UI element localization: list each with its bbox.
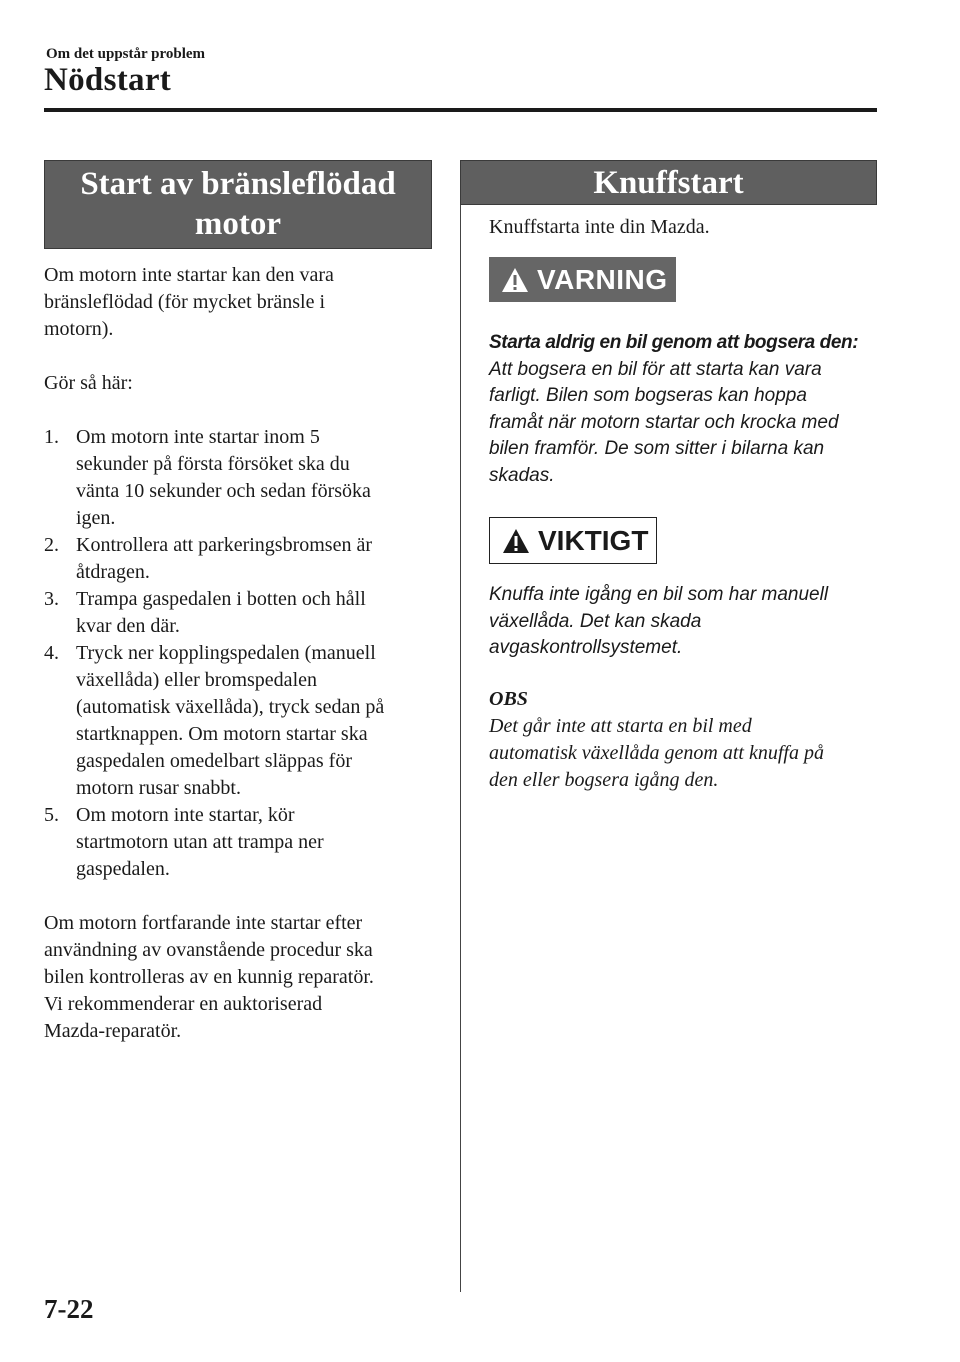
- text-line: vänta 10 sekunder och sedan försöka: [76, 480, 371, 502]
- column-divider: [460, 160, 461, 1292]
- text-line: igen.: [76, 507, 116, 529]
- outro-paragraph: [44, 910, 432, 1045]
- text-line: Om motorn fortfarande inte startar efter: [44, 912, 363, 934]
- page-number: 7-22: [44, 1294, 94, 1324]
- text-line: startknappen. Om motorn startar ska: [76, 723, 368, 745]
- note-text: [489, 713, 877, 794]
- text-line: startmotorn utan att trampa ner: [76, 831, 324, 853]
- procedure-steps: [44, 424, 432, 883]
- warning-text: [489, 357, 877, 490]
- text-line: Knuffa inte igång en bil som har manuell: [489, 584, 829, 605]
- step-item: [44, 532, 432, 586]
- text-line: bilen kontrolleras av en kunnig reparatör.: [44, 966, 374, 988]
- warning-triangle-icon: [501, 267, 529, 293]
- intro-paragraph: [44, 262, 432, 343]
- right-column: [489, 160, 877, 794]
- important-text: [489, 582, 877, 662]
- heading-line-1: Start av bränsleflödad: [80, 166, 396, 202]
- step-item: [44, 424, 432, 532]
- text-line: skadas.: [489, 464, 555, 486]
- text-line: Att bogsera en bil för att starta kan vara: [489, 358, 822, 380]
- text-line: Om motorn inte startar, kör: [76, 804, 295, 826]
- text-line: bränsleflödad (för mycket bränsle i: [44, 291, 326, 313]
- text-line: gaspedalen.: [76, 858, 170, 880]
- section-label: Om det uppstår problem: [46, 46, 206, 62]
- text-line: gaspedalen omedelbart släppas för: [76, 750, 353, 772]
- text-line: farligt. Bilen som bogseras kan hoppa: [489, 385, 807, 406]
- text-line: växellåda. Det kan skada: [489, 610, 702, 632]
- text-line: åtdragen.: [76, 561, 150, 583]
- warning-lead: Starta aldrig en bil genom att bogsera den:: [489, 332, 859, 353]
- step-item: [44, 802, 432, 883]
- text-line: kvar den där.: [76, 615, 180, 637]
- step-text: [76, 424, 432, 532]
- step-text: [76, 802, 432, 883]
- text-line: den eller bogsera igång den.: [489, 768, 719, 791]
- text-line: Tryck ner kopplingspedalen (manuell: [76, 642, 376, 664]
- important-label: VIKTIGT: [538, 524, 649, 556]
- step-number: 2.: [44, 534, 59, 556]
- text-line: Trampa gaspedalen i botten och håll: [76, 588, 366, 610]
- push-start-intro: Knuffstarta inte din Mazda.: [489, 216, 710, 238]
- text-line: motorn rusar snabbt.: [76, 777, 241, 799]
- step-number: 3.: [44, 588, 59, 610]
- text-line: Om motorn inte startar kan den vara: [44, 264, 334, 286]
- text-line: Vi rekommenderar en auktoriserad: [44, 993, 323, 1015]
- step-item: [44, 640, 432, 802]
- step-number: 5.: [44, 804, 59, 826]
- text-line: Mazda-reparatör.: [44, 1020, 182, 1042]
- heading-line-2: motor: [194, 206, 282, 242]
- step-number: 1.: [44, 426, 59, 448]
- step-number: 4.: [44, 642, 59, 664]
- text-line: användning av ovanstående procedur ska: [44, 939, 373, 961]
- step-text: [76, 586, 432, 640]
- push-start-heading: Knuffstart: [460, 160, 877, 205]
- step-text: [76, 532, 432, 586]
- text-line: (automatisk växellåda), tryck sedan på: [76, 696, 385, 718]
- text-line: bilen framför. De som sitter i bilarna kan: [489, 438, 825, 459]
- text-line: Om motorn inte startar inom 5: [76, 426, 320, 448]
- text-line: framåt när motorn startar och krocka med: [489, 411, 839, 433]
- warning-label: VARNING: [537, 263, 668, 295]
- how-to-label: Gör så här:: [44, 372, 133, 394]
- step-item: [44, 586, 432, 640]
- text-line: sekunder på första försöket ska du: [76, 453, 350, 475]
- text-line: växellåda) eller bromspedalen: [76, 669, 317, 691]
- text-line: Det går inte att starta en bil med: [489, 714, 752, 737]
- left-column: [44, 160, 432, 1045]
- text-line: motorn).: [44, 318, 114, 340]
- page-title: Nödstart: [44, 62, 172, 98]
- text-line: avgaskontrollsystemet.: [489, 637, 683, 658]
- warning-badge: [489, 257, 676, 302]
- important-badge: [489, 517, 657, 564]
- text-line: automatisk växellåda genom att knuffa på: [489, 741, 824, 764]
- text-line: Kontrollera att parkeringsbromsen är: [76, 534, 373, 556]
- note-title: OBS: [489, 687, 528, 710]
- flooded-engine-heading: [44, 160, 432, 249]
- warning-triangle-icon: [502, 528, 530, 554]
- title-rule: [44, 108, 877, 112]
- step-text: [76, 640, 432, 802]
